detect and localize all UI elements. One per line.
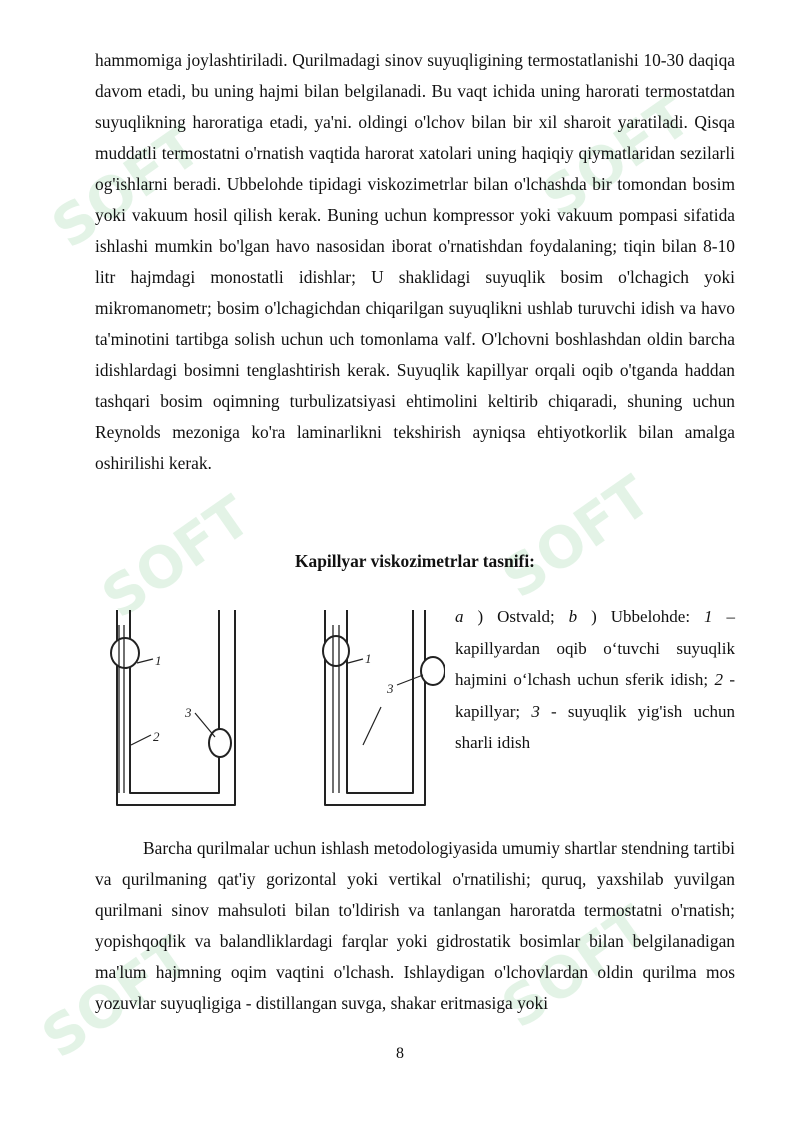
body-paragraph-2: Barcha qurilmalar uchun ishlash metodologiyasida umumiy shartlar stendning tartibi va qurilmaning qat'iy gorizontal yoki vertikal o'rnatilishi; quruq, yaxshilab yuvilgan qurilmani sinov mahsuloti bilan to'ldirish va tanlangan haroratda termostatni o'rnatish; yopishqoqlik va balandliklardagi farqlar yoki gidrostatik bosimlar bilan belgilanadigan ma'lum hajmning oqim vaqtini o'lchash. Ishlaydigan o'lchovlardan oldin qurilma mos yozuvlar suyuqligiga - distillangan suvga, shakar eritmasiga yoki (95, 838, 735, 1013)
section-heading: Kapillyar viskozimetrlar tasnifi: (295, 551, 535, 571)
body-paragraph-1: hammomiga joylashtiriladi. Qurilmadagi sinov suyuqligining termostatlanishi 10-30 daqiqa davom etadi, bu uning hajmi bilan belgilanadi. Bu vaqt ichida uning harorati termostatdan suyuqlikning haroratiga etadi, ya'ni. oldingi o'lchov bilan bir xil sharoit yaratiladi. Qisqa muddatli termostatni o'rnatish vaqtida harorat xatolari uning haqiqiy qiymatlaridan sezilarli og'ishlarni beradi. Ubbelohde tipidagi viskozimetrlar bilan o'lchashda bir tomondan bosim yoki vakuum hosil qilish kerak. Buning uchun kompressor yoki vakuum pompasi sifatida ishlashi mumkin bo'lgan havo nasosidan iborat o'rnatishdan foydalaning; tiqin bilan 8-10 litr hajmdagi monostatli idishlar; U shaklidagi suyuqlik bosim o'lchagich yoki mikromanometr; bosim o'lchagichdan chiqarilgan suyuqlikni ushlab turuvchi idish va havo ta'minotini tartibga solish uchun uch tomonlama valf. O'lchovni boshlashdan oldin barcha idishlardagi bosimni tenglashtirish kerak. Suyuqlik kapillyar orqali oqib o'tganda haddan tashqari bosim oqimning turbulizatsiyasi ehtimolini keltirib chiqaradi, shuning uchun Reynolds mezoniga ko'ra laminarlikni tekshirish ayniqsa ehtiyotkorlik bilan amalga oshirilishi kerak. (95, 50, 735, 473)
label-b1: 1 (365, 651, 372, 666)
label-a3: 3 (185, 705, 192, 720)
label-b3: 3 (387, 681, 394, 696)
label-a2: 2 (153, 729, 160, 744)
label-a1: 1 (155, 653, 162, 668)
ostwald-viscometer-diagram (111, 610, 235, 805)
svg-text:SOFT: SOFT (40, 113, 213, 262)
svg-text:SOFT: SOFT (530, 83, 703, 232)
svg-text:SOFT: SOFT (90, 483, 263, 632)
svg-text:SOFT: SOFT (30, 923, 203, 1072)
page-number: 8 (396, 1045, 404, 1062)
viscometer-figure (95, 605, 445, 815)
svg-text:SOFT: SOFT (490, 893, 663, 1042)
figure-caption: a ) Ostvald; b ) Ubbelohde: 1 – kapillyardan oqib o‘tuvchi suyuqlik hajmini o‘lchash uchun sferik idish; 2 - kapillyar; 3 - suyuqlik yig'ish uchun sharli idish (455, 607, 735, 752)
svg-text:SOFT: SOFT (490, 463, 663, 612)
ubbelohde-viscometer-diagram (323, 610, 445, 805)
